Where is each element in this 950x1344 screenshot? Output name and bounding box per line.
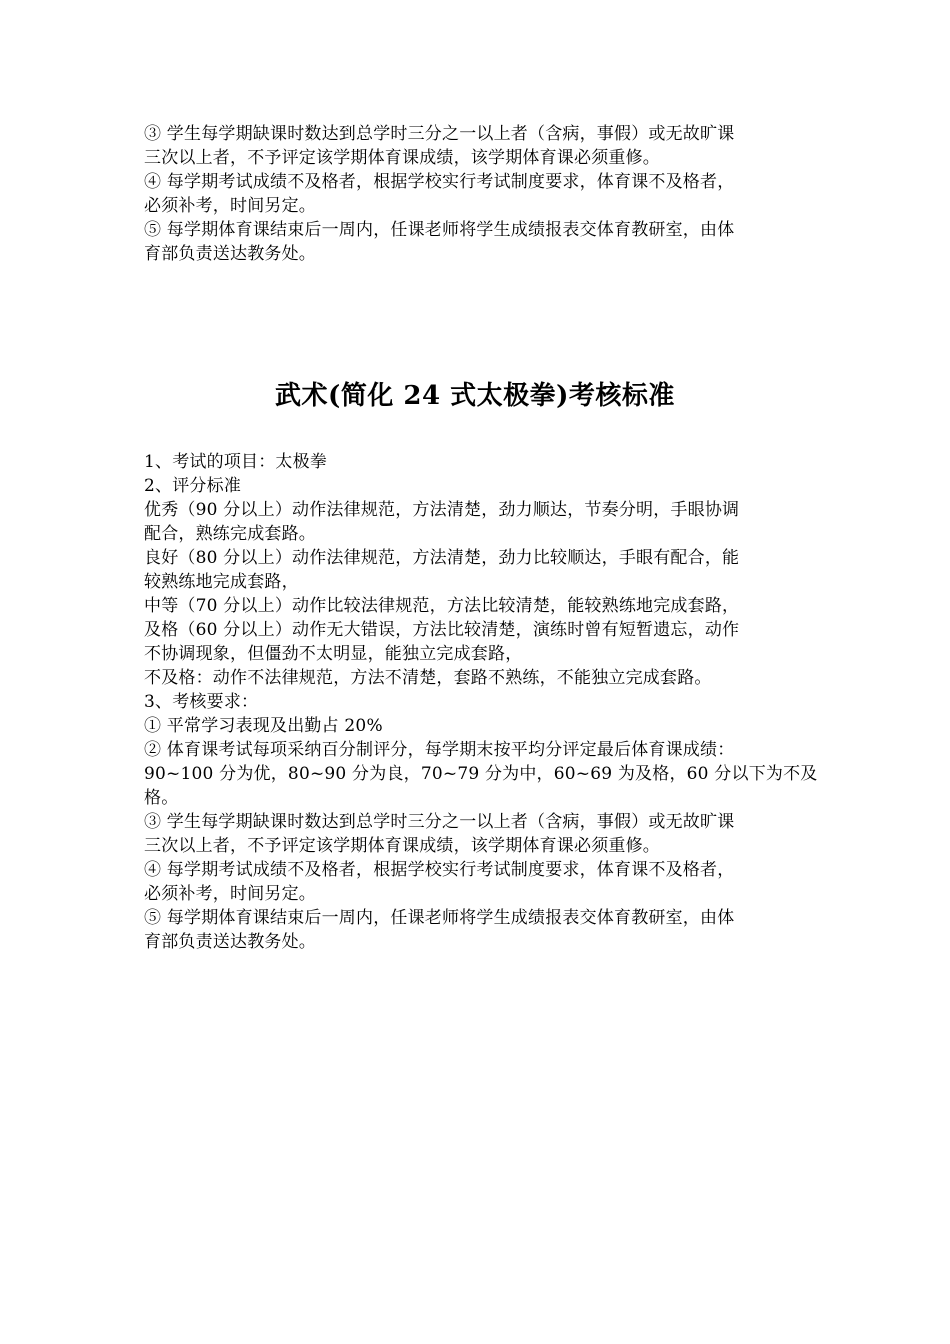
text-line: ③ 学生每学期缺课时数达到总学时三分之一以上者（含病，事假）或无故旷课 bbox=[144, 124, 735, 144]
text-line: 配合，熟练完成套路。 bbox=[144, 524, 316, 544]
text-line: 育部负责送达教务处。 bbox=[144, 932, 316, 952]
text-line: 及格（60 分以上）动作无大错误，方法比较清楚，演练时曾有短暂遗忘，动作 bbox=[144, 620, 740, 640]
text-line: ⑤ 每学期体育课结束后一周内，任课老师将学生成绩报表交体育教研室，由体 bbox=[144, 220, 735, 240]
top-section bbox=[144, 122, 810, 266]
text-line: 2、评分标准 bbox=[144, 476, 242, 496]
text-line: ② 体育课考试每项采纳百分制评分，每学期末按平均分评定最后体育课成绩： bbox=[144, 740, 735, 760]
text-line: ③ 学生每学期缺课时数达到总学时三分之一以上者（含病，事假）或无故旷课 bbox=[144, 812, 735, 832]
text-line: ④ 每学期考试成绩不及格者，根据学校实行考试制度要求，体育课不及格者， bbox=[144, 172, 735, 192]
document-title: 武术(简化 24 式太极拳)考核标准 bbox=[275, 381, 675, 411]
text-line: 育部负责送达教务处。 bbox=[144, 244, 316, 264]
text-line: 3、考核要求： bbox=[144, 692, 259, 712]
text-line: 优秀（90 分以上）动作法律规范，方法清楚，劲力顺达，节奏分明，手眼协调 bbox=[144, 500, 740, 520]
text-line: ④ 每学期考试成绩不及格者，根据学校实行考试制度要求，体育课不及格者， bbox=[144, 860, 735, 880]
text-line: 格。 bbox=[144, 788, 179, 808]
text-line: 不协调现象，但僵劲不太明显，能独立完成套路， bbox=[144, 644, 523, 664]
text-line: 三次以上者，不予评定该学期体育课成绩，该学期体育课必须重修。 bbox=[144, 148, 660, 168]
text-line: 90~100 分为优，80~90 分为良，70~79 分为中，60~69 为及格，60 分以下为不及 bbox=[144, 764, 818, 784]
text-line: 1、考试的项目：太极拳 bbox=[144, 452, 328, 472]
text-line: ① 平常学习表现及出勤占 20% bbox=[144, 716, 383, 736]
text-line: 中等（70 分以上）动作比较法律规范，方法比较清楚，能较熟练地完成套路， bbox=[144, 596, 740, 616]
main-section bbox=[144, 450, 818, 954]
text-line: ⑤ 每学期体育课结束后一周内，任课老师将学生成绩报表交体育教研室，由体 bbox=[144, 908, 735, 928]
text-line: 良好（80 分以上）动作法律规范，方法清楚，劲力比较顺达，手眼有配合，能 bbox=[144, 548, 740, 568]
text-line: 三次以上者，不予评定该学期体育课成绩，该学期体育课必须重修。 bbox=[144, 836, 660, 856]
text-line: 不及格：动作不法律规范，方法不清楚，套路不熟练，不能独立完成套路。 bbox=[144, 668, 712, 688]
text-line: 较熟练地完成套路， bbox=[144, 572, 299, 592]
text-line: 必须补考，时间另定。 bbox=[144, 884, 316, 904]
text-line: 必须补考，时间另定。 bbox=[144, 196, 316, 216]
